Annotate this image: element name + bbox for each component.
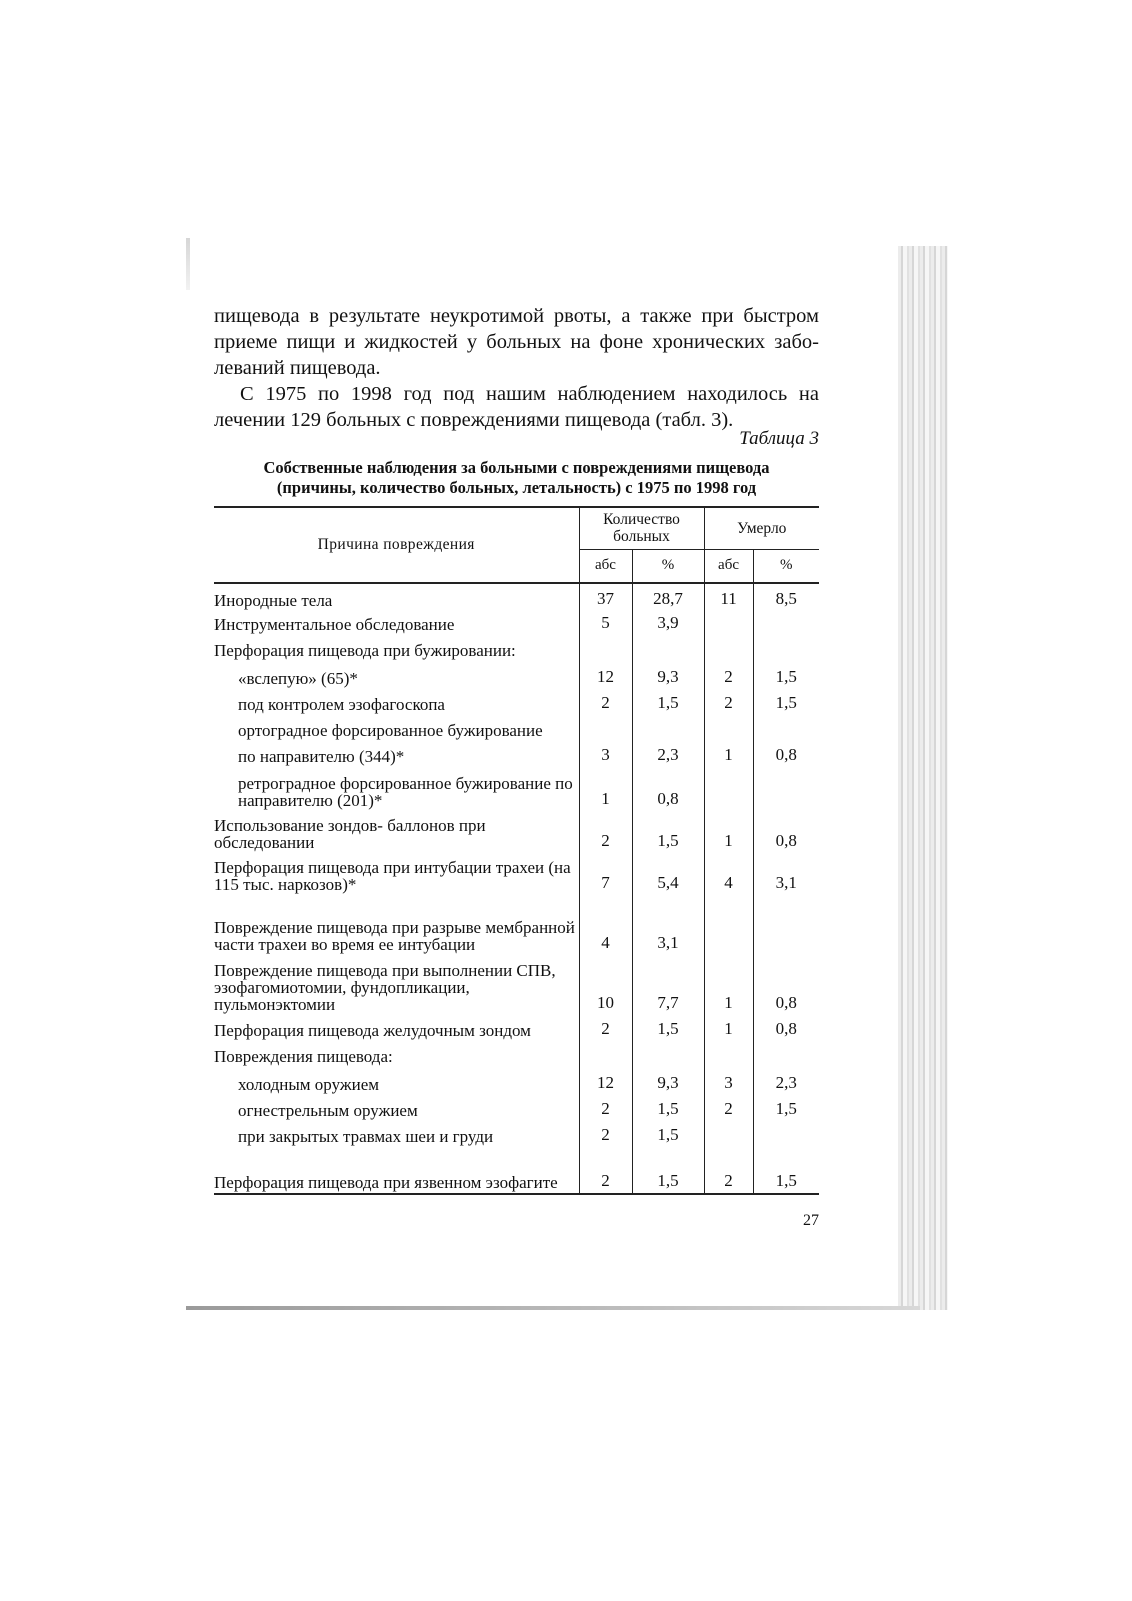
- count-pct-cell: 2,3: [632, 741, 704, 767]
- died-pct-cell: [753, 895, 819, 955]
- count-pct-cell: 7,7: [632, 955, 704, 1015]
- count-pct-cell: 1,5: [632, 811, 704, 853]
- table-row: [214, 1121, 819, 1147]
- table-title-line-2: (причины, количество больных, летальность) с 1975 по 1998 год: [276, 478, 757, 497]
- died-pct-cell: 0,8: [753, 741, 819, 767]
- died-pct-cell: [753, 767, 819, 811]
- died-abs-cell: 2: [704, 1147, 753, 1194]
- died-pct-cell: 1,5: [753, 1147, 819, 1194]
- cause-cell: Повреждение пищевода при выполнении СПВ, эзофагомиотомии, фундопликации, пульмонэктомии: [214, 961, 556, 1014]
- count-pct-cell: 9,3: [632, 661, 704, 689]
- count-abs-cell: [579, 1041, 632, 1067]
- cause-cell: Инородные тела: [214, 591, 333, 610]
- header-died-abs: абс: [704, 549, 753, 583]
- header-cause: Причина повреждения: [214, 507, 579, 583]
- died-abs-cell: 2: [704, 1095, 753, 1121]
- died-pct-cell: 0,8: [753, 811, 819, 853]
- table-row: [214, 741, 819, 767]
- table-body: [214, 583, 819, 1194]
- count-abs-cell: 10: [579, 955, 632, 1015]
- paragraph-observations: С 1975 по 1998 год под нашим наблюдением находилось на лечении 129 больных с повреждениями пищевода (табл. 3).: [214, 383, 819, 431]
- died-abs-cell: [704, 635, 753, 661]
- cause-cell: Перфорация пищевода при интубации трахеи (на 115 тыс. наркозов)*: [214, 858, 571, 894]
- died-pct-cell: 0,8: [753, 1015, 819, 1041]
- cause-cell: при закрытых травмах шеи и груди: [238, 1127, 494, 1146]
- cause-cell: Повреждение пищевода при разрыве мембранной части трахеи во время ее интубации: [214, 918, 575, 954]
- table-row: [214, 955, 819, 1015]
- table-row: [214, 583, 819, 611]
- page-number: 27: [803, 1212, 819, 1229]
- died-abs-cell: 2: [704, 661, 753, 689]
- died-abs-cell: 1: [704, 741, 753, 767]
- count-abs-cell: [579, 715, 632, 741]
- table-row: [214, 895, 819, 955]
- died-pct-cell: [753, 635, 819, 661]
- died-abs-cell: [704, 1121, 753, 1147]
- table-row: [214, 715, 819, 741]
- count-abs-cell: 1: [579, 767, 632, 811]
- header-pct: %: [632, 549, 704, 583]
- count-abs-cell: 2: [579, 1147, 632, 1194]
- count-abs-cell: 2: [579, 1015, 632, 1041]
- cause-cell: «вслепую» (65)*: [238, 669, 358, 688]
- died-abs-cell: 11: [704, 583, 753, 611]
- header-died-pct: %: [753, 549, 819, 583]
- died-abs-cell: [704, 715, 753, 741]
- died-abs-cell: 4: [704, 853, 753, 895]
- table-row: [214, 1067, 819, 1095]
- count-pct-cell: 0,8: [632, 767, 704, 811]
- scan-bottom-edge-shadow: [186, 1306, 920, 1310]
- cause-cell: Перфорация пищевода желудочным зондом: [214, 1021, 531, 1040]
- header-patient-count-line-1: Количество: [603, 511, 680, 529]
- died-abs-cell: 1: [704, 955, 753, 1015]
- table-row: [214, 689, 819, 715]
- count-pct-cell: [632, 1041, 704, 1067]
- died-pct-cell: 1,5: [753, 1095, 819, 1121]
- count-pct-cell: 1,5: [632, 1121, 704, 1147]
- header-died: Умерло: [704, 507, 819, 549]
- count-pct-cell: 5,4: [632, 853, 704, 895]
- table-title-line-1: Собственные наблюдения за больными с повреждениями пищевода: [263, 458, 770, 477]
- cause-cell: Использование зондов- баллонов при обследовании: [214, 816, 486, 852]
- count-abs-cell: 3: [579, 741, 632, 767]
- table-row: [214, 635, 819, 661]
- injuries-table: [214, 506, 819, 1195]
- paragraph-continuation: пищевода в результате неукротимой рвоты, а также при быстром приеме пищи и жидкостей у больных на фоне хронических заболеваний пищевода.: [214, 305, 819, 379]
- count-pct-cell: [632, 635, 704, 661]
- count-pct-cell: 28,7: [632, 583, 704, 611]
- cause-cell: под контролем эзофагоскопа: [238, 695, 445, 714]
- cause-cell: Перфорация пищевода при язвенном эзофагите: [214, 1147, 579, 1194]
- table-row: [214, 611, 819, 635]
- died-abs-cell: [704, 895, 753, 955]
- count-abs-cell: 12: [579, 661, 632, 689]
- cause-cell: Перфорация пищевода при бужировании:: [214, 641, 516, 660]
- died-abs-cell: 1: [704, 1015, 753, 1041]
- table-row: [214, 1095, 819, 1121]
- table-row: [214, 661, 819, 689]
- table-row: [214, 1147, 819, 1194]
- died-abs-cell: 1: [704, 811, 753, 853]
- cause-cell: ретроградное форсированное бужирование по направителю (201)*: [238, 774, 573, 810]
- table-row: [214, 811, 819, 853]
- count-pct-cell: 1,5: [632, 1095, 704, 1121]
- header-abs: абс: [579, 549, 632, 583]
- died-pct-cell: 1,5: [753, 689, 819, 715]
- died-pct-cell: [753, 1121, 819, 1147]
- died-pct-cell: [753, 611, 819, 635]
- cause-cell: холодным оружием: [238, 1075, 379, 1094]
- died-abs-cell: 3: [704, 1067, 753, 1095]
- count-abs-cell: 2: [579, 1121, 632, 1147]
- count-pct-cell: [632, 715, 704, 741]
- count-abs-cell: 2: [579, 1095, 632, 1121]
- died-pct-cell: 3,1: [753, 853, 819, 895]
- header-patient-count: [579, 507, 704, 549]
- table-row: [214, 853, 819, 895]
- count-abs-cell: 2: [579, 811, 632, 853]
- count-pct-cell: 9,3: [632, 1067, 704, 1095]
- count-abs-cell: 4: [579, 895, 632, 955]
- table-row: [214, 767, 819, 811]
- count-abs-cell: 37: [579, 583, 632, 611]
- died-pct-cell: 1,5: [753, 661, 819, 689]
- scan-right-edge-shadow: [898, 246, 948, 1310]
- cause-cell: Инструментальное обследование: [214, 615, 455, 634]
- table-number-label: Таблица 3: [739, 428, 819, 449]
- body-text: [214, 303, 819, 433]
- died-abs-cell: 2: [704, 689, 753, 715]
- count-abs-cell: 12: [579, 1067, 632, 1095]
- table-title: [214, 458, 819, 498]
- count-pct-cell: 3,1: [632, 895, 704, 955]
- cause-cell: Повреждения пищевода:: [214, 1047, 393, 1066]
- died-pct-cell: [753, 715, 819, 741]
- count-pct-cell: 1,5: [632, 1147, 704, 1194]
- cause-cell: ортоградное форсированное бужирование: [238, 721, 543, 740]
- cause-cell: по направителю (344)*: [238, 747, 405, 766]
- count-pct-cell: 1,5: [632, 689, 704, 715]
- died-pct-cell: 8,5: [753, 583, 819, 611]
- count-abs-cell: 5: [579, 611, 632, 635]
- count-pct-cell: 3,9: [632, 611, 704, 635]
- count-abs-cell: 2: [579, 689, 632, 715]
- died-pct-cell: [753, 1041, 819, 1067]
- count-abs-cell: 7: [579, 853, 632, 895]
- table-row: [214, 1015, 819, 1041]
- died-pct-cell: 2,3: [753, 1067, 819, 1095]
- count-pct-cell: 1,5: [632, 1015, 704, 1041]
- died-abs-cell: [704, 611, 753, 635]
- died-pct-cell: 0,8: [753, 955, 819, 1015]
- died-abs-cell: [704, 1041, 753, 1067]
- cause-cell: огнестрельным оружием: [238, 1101, 418, 1120]
- table-row: [214, 1041, 819, 1067]
- died-abs-cell: [704, 767, 753, 811]
- header-patient-count-line-2: больных: [613, 528, 670, 546]
- count-abs-cell: [579, 635, 632, 661]
- scan-left-edge-shadow: [186, 238, 190, 290]
